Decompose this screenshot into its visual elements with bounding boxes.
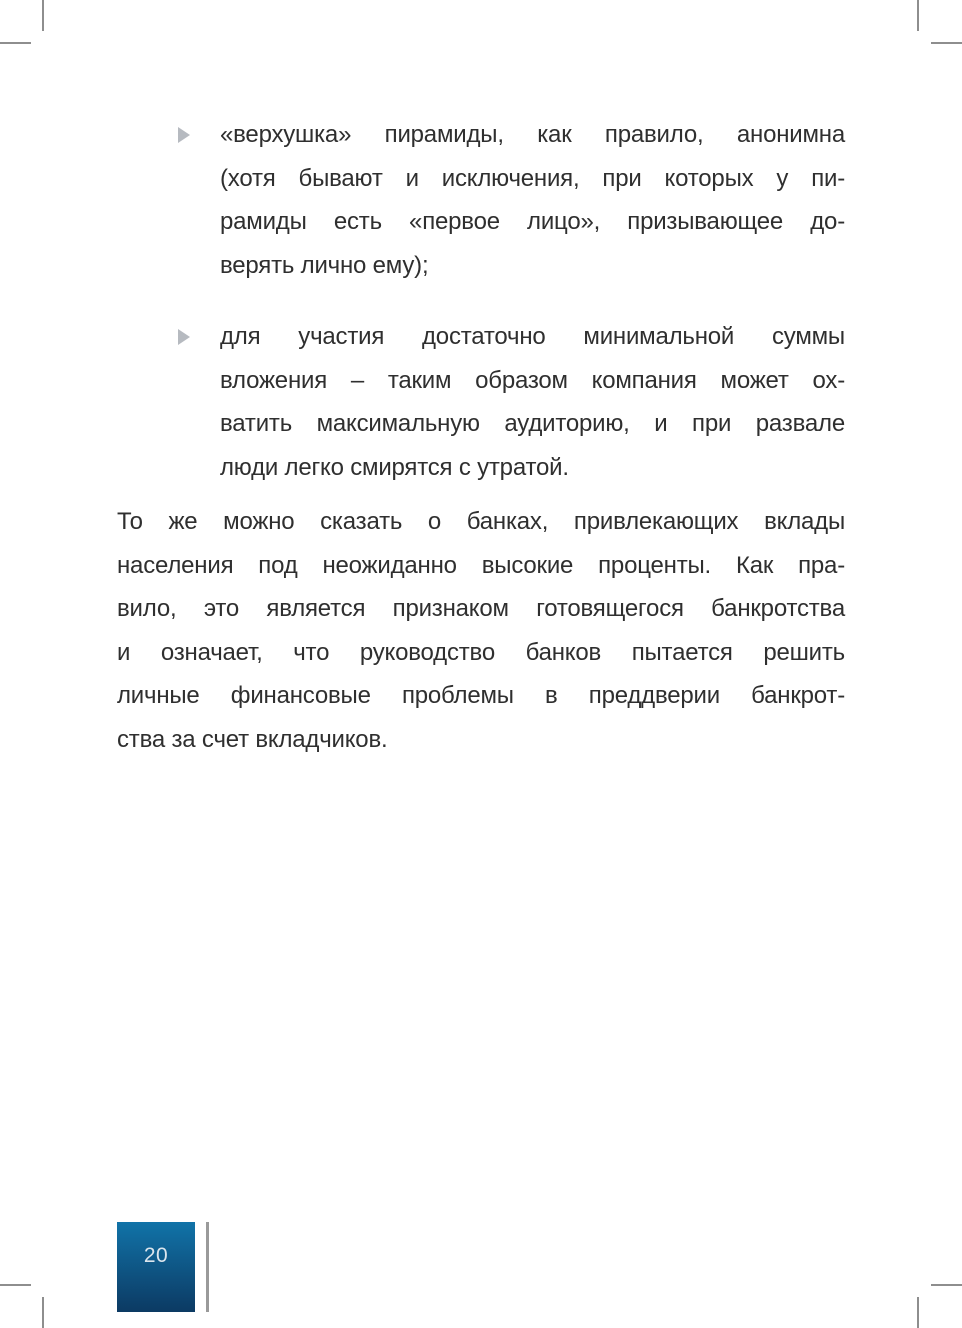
text-line: и означает, что руководство банков пытается решить: [117, 638, 845, 666]
text-line: люди легко смирятся с утратой.: [220, 453, 569, 481]
crop-mark-bottom-left-vertical: [42, 1297, 44, 1328]
bullet-triangle-icon: [178, 127, 190, 143]
bullet-triangle-icon: [178, 329, 190, 345]
crop-mark-top-right-horizontal: [931, 42, 962, 44]
bullet-lines: [220, 113, 845, 287]
text-line: То же можно сказать о банках, привлекающих вклады: [117, 508, 845, 535]
text-line: вложения – таким образом компания может ох-: [220, 366, 845, 394]
bullet-lines: [220, 315, 845, 489]
text-line: для участия достаточно минимальной суммы: [220, 323, 845, 350]
text-line: «верхушка» пирамиды, как правило, анонимна: [220, 121, 845, 148]
crop-mark-bottom-right-horizontal: [931, 1284, 962, 1286]
body-paragraph: [117, 500, 845, 761]
crop-mark-bottom-left-horizontal: [0, 1284, 31, 1286]
page-number-block: [117, 1222, 195, 1312]
text-line: верять лично ему);: [220, 251, 429, 279]
crop-mark-top-left-horizontal: [0, 42, 31, 44]
crop-mark-top-left-vertical: [42, 0, 44, 31]
text-line: рамиды есть «первое лицо», призывающее до-: [220, 208, 845, 235]
footer-vertical-rule: [206, 1222, 209, 1312]
text-line: вило, это является признаком готовящегося банкротства: [117, 595, 845, 622]
page-number: 20: [143, 1244, 169, 1267]
bullet-item: [220, 315, 845, 489]
text-line: населения под неожиданно высокие проценты. Как пра-: [117, 551, 845, 579]
text-line: личные финансовые проблемы в преддверии банкрот-: [117, 682, 845, 709]
text-line: ства за счет вкладчиков.: [117, 725, 388, 753]
bullet-item: [220, 113, 845, 287]
crop-mark-bottom-right-vertical: [917, 1297, 919, 1328]
paragraph-lines: [117, 500, 845, 761]
text-line: ватить максимальную аудиторию, и при развале: [220, 410, 845, 437]
crop-mark-top-right-vertical: [917, 0, 919, 31]
text-line: (хотя бывают и исключения, при которых у пи-: [220, 164, 845, 192]
